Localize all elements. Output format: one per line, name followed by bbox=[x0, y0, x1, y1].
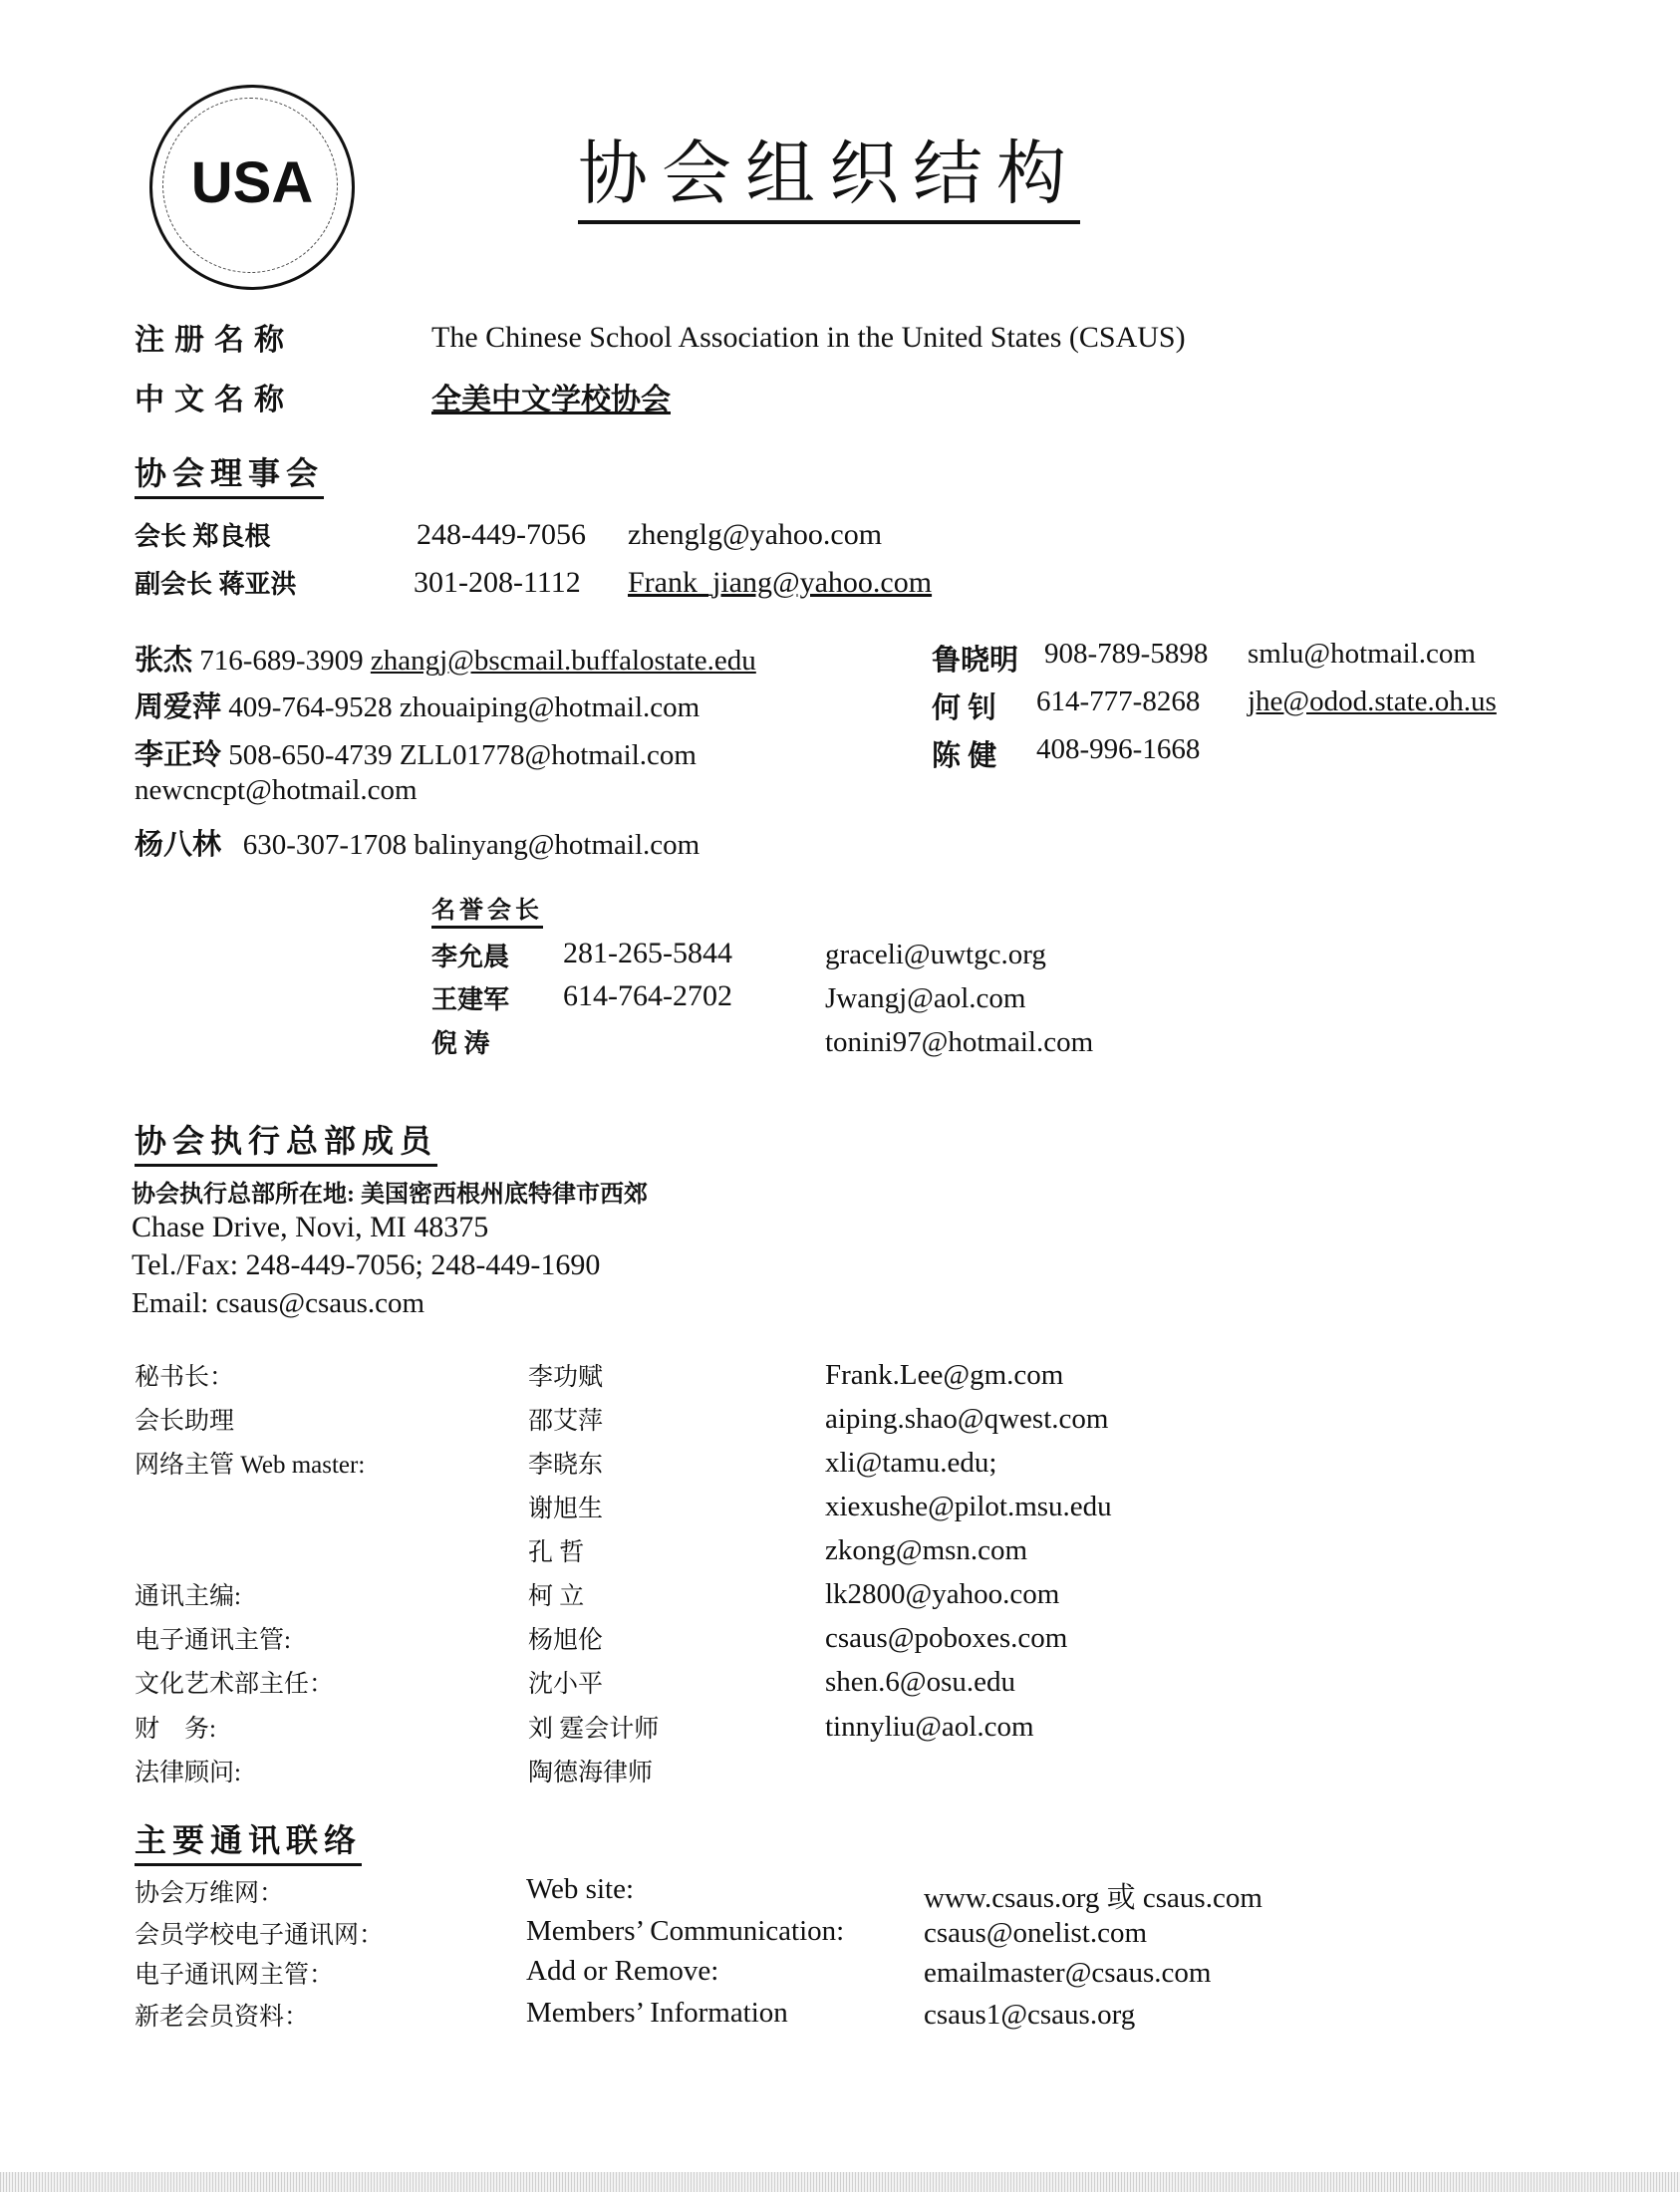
board-heading: 协会理事会 bbox=[135, 448, 324, 499]
vice-president-phone: 301-208-1112 bbox=[414, 566, 581, 599]
role-name: 邵艾萍 bbox=[528, 1408, 604, 1435]
member-name: 何 钊 bbox=[932, 692, 997, 724]
role-name: 孔 哲 bbox=[528, 1539, 585, 1566]
member-email: smlu@hotmail.com bbox=[1248, 638, 1476, 670]
role-email: xiexushe@pilot.msu.edu bbox=[825, 1491, 1112, 1522]
member-name: 张杰 bbox=[135, 645, 193, 677]
member-phone: 408-996-1668 bbox=[1036, 733, 1201, 765]
member-name: 陈 健 bbox=[932, 740, 997, 772]
honorary-heading: 名誉会长 bbox=[431, 890, 543, 929]
member-email[interactable]: zhangj@bscmail.buffalostate.edu bbox=[370, 645, 756, 677]
contact-en-label: Members’ Information bbox=[526, 1997, 788, 2029]
role-label: 秘书长： bbox=[135, 1364, 235, 1391]
role-email: lk2800@yahoo.com bbox=[825, 1578, 1060, 1610]
logo-text: USA bbox=[190, 150, 314, 215]
honorary-email: graceli@uwtgc.org bbox=[825, 939, 1046, 970]
role-name: 陶德海律师 bbox=[528, 1760, 654, 1786]
member-name: 鲁晓明 bbox=[932, 645, 1019, 677]
member-name: 李正玲 bbox=[135, 739, 222, 771]
role-label: 财 务: bbox=[135, 1716, 216, 1743]
role-label: 会长助理 bbox=[135, 1408, 235, 1435]
contact-en-label: Web site: bbox=[526, 1873, 634, 1905]
role-email: Frank.Lee@gm.com bbox=[825, 1359, 1064, 1391]
role-name: 李功赋 bbox=[528, 1364, 604, 1391]
board-member-row bbox=[135, 685, 700, 725]
president-phone: 248-449-7056 bbox=[417, 518, 586, 551]
contact-value: csaus1@csaus.org bbox=[924, 1999, 1136, 2031]
chinese-name-value: 全美中文学校协会 bbox=[431, 384, 671, 416]
member-email: zhouaiping@hotmail.com bbox=[399, 691, 700, 723]
role-label: 电子通讯主管: bbox=[135, 1627, 291, 1654]
member-phone: 508-650-4739 bbox=[228, 739, 393, 771]
member-name: 周爱萍 bbox=[135, 691, 222, 723]
registered-name-value: The Chinese School Association in the United States (CSAUS) bbox=[431, 321, 1186, 354]
role-name: 刘 霆会计师 bbox=[528, 1716, 660, 1743]
honorary-phone: 281-265-5844 bbox=[563, 937, 732, 969]
member-phone: 614-777-8268 bbox=[1036, 685, 1201, 717]
role-name: 谢旭生 bbox=[528, 1496, 604, 1522]
role-email: shen.6@osu.edu bbox=[825, 1666, 1016, 1698]
role-name: 杨旭伦 bbox=[528, 1627, 604, 1654]
extra-email: newcncpt@hotmail.com bbox=[135, 774, 418, 806]
honorary-phone: 614-764-2702 bbox=[563, 979, 732, 1012]
role-email: aiping.shao@qwest.com bbox=[825, 1403, 1109, 1435]
contact-value: csaus@onelist.com bbox=[924, 1917, 1148, 1949]
scan-noise-strip bbox=[0, 2172, 1680, 2192]
vice-president-title: 副会长 蒋亚洪 bbox=[135, 570, 297, 599]
member-phone: 716-689-3909 bbox=[199, 645, 364, 677]
executive-email: Email: csaus@csaus.com bbox=[132, 1287, 425, 1319]
role-email: tinnyliu@aol.com bbox=[825, 1711, 1034, 1743]
honorary-email: tonini97@hotmail.com bbox=[825, 1026, 1094, 1058]
executive-heading: 协会执行总部成员 bbox=[135, 1116, 437, 1167]
role-email: zkong@msn.com bbox=[825, 1534, 1028, 1566]
president-title: 会长 郑良根 bbox=[135, 522, 271, 551]
page-title: 协会组织结构 bbox=[578, 118, 1080, 224]
board-member-row bbox=[135, 732, 697, 773]
role-name: 柯 立 bbox=[528, 1583, 585, 1610]
role-email: csaus@poboxes.com bbox=[825, 1622, 1068, 1654]
member-email: ZLL01778@hotmail.com bbox=[399, 739, 697, 771]
role-label: 通讯主编: bbox=[135, 1583, 241, 1610]
contact-cn-label: 协会万维网： bbox=[135, 1880, 285, 1907]
honorary-email: Jwangj@aol.com bbox=[825, 982, 1026, 1014]
member-phone: 409-764-9528 bbox=[228, 691, 393, 723]
role-label: 文化艺术部主任： bbox=[135, 1671, 335, 1698]
role-label: 网络主管 Web master: bbox=[135, 1452, 366, 1479]
contact-cn-label: 会员学校电子通讯网： bbox=[135, 1922, 385, 1949]
honorary-name: 王建军 bbox=[431, 985, 510, 1014]
contact-cn-label: 电子通讯网主管： bbox=[135, 1962, 335, 1989]
member-email[interactable]: jhe@odod.state.oh.us bbox=[1248, 685, 1497, 717]
member-phone: 908-789-5898 bbox=[1044, 638, 1209, 670]
honorary-name: 李允晨 bbox=[431, 943, 510, 971]
role-name: 李晓东 bbox=[528, 1452, 604, 1479]
registered-name-label: 注册名称 bbox=[135, 324, 294, 357]
contact-cn-label: 新老会员资料： bbox=[135, 2004, 310, 2031]
executive-address: Chase Drive, Novi, MI 48375 bbox=[132, 1211, 489, 1243]
executive-telfax: Tel./Fax: 248-449-7056; 248-449-1690 bbox=[132, 1248, 601, 1281]
member-name: 杨八林 bbox=[135, 829, 222, 861]
honorary-name: 倪 涛 bbox=[431, 1029, 490, 1058]
role-name: 沈小平 bbox=[528, 1671, 604, 1698]
vice-president-email[interactable]: Frank_jiang@yahoo.com bbox=[628, 566, 933, 599]
contact-value: www.csaus.org 或 csaus.com bbox=[924, 1882, 1262, 1914]
president-email: zhenglg@yahoo.com bbox=[628, 518, 883, 551]
association-logo bbox=[149, 85, 355, 290]
contact-en-label: Members’ Communication: bbox=[526, 1915, 845, 1947]
board-member-row bbox=[135, 822, 700, 863]
executive-address-label: 协会执行总部所在地: 美国密西根州底特律市西郊 bbox=[132, 1182, 648, 1208]
member-email: balinyang@hotmail.com bbox=[414, 829, 700, 861]
member-phone: 630-307-1708 bbox=[242, 829, 408, 861]
role-label: 法律顾问: bbox=[135, 1760, 241, 1786]
contact-value: emailmaster@csaus.com bbox=[924, 1957, 1212, 1989]
contacts-heading: 主要通讯联络 bbox=[135, 1815, 362, 1866]
role-email: xli@tamu.edu; bbox=[825, 1447, 997, 1479]
contact-en-label: Add or Remove: bbox=[526, 1955, 719, 1987]
chinese-name-label: 中文名称 bbox=[135, 384, 294, 416]
board-member-row bbox=[135, 638, 756, 679]
